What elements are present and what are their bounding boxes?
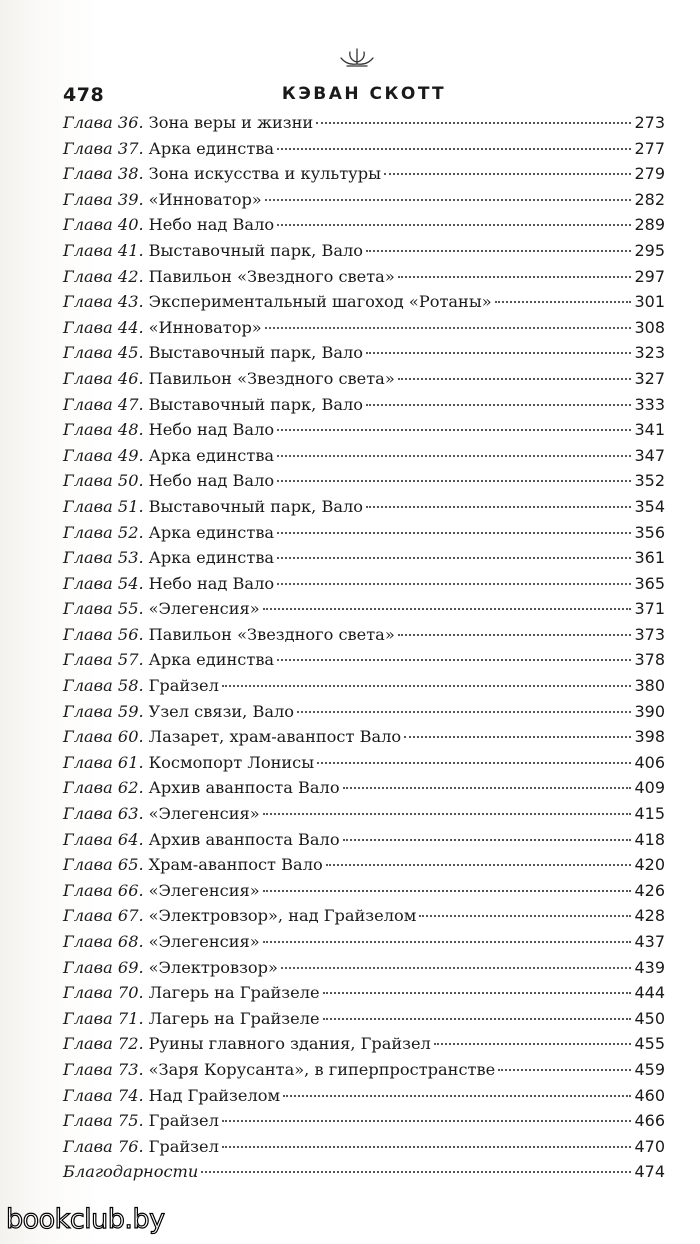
chapter-label: Глава 67.: [63, 906, 144, 926]
toc-entry: [63, 724, 665, 750]
dot-leader: [265, 199, 632, 201]
chapter-label: Глава 54.: [63, 573, 144, 593]
chapter-title: «Элегенсия»: [148, 599, 260, 619]
chapter-label: Глава 50.: [63, 471, 144, 491]
chapter-page-number: 352: [634, 471, 665, 491]
chapter-title: Грайзел: [148, 1111, 219, 1131]
toc-entry: [63, 1108, 665, 1134]
chapter-page-number: 327: [634, 368, 665, 388]
chapter-page-number: 470: [634, 1136, 665, 1156]
chapter-label: Глава 55.: [63, 599, 144, 619]
toc-entry: [63, 903, 665, 929]
chapter-page-number: 437: [634, 932, 665, 951]
chapter-page-number: 308: [634, 317, 665, 337]
chapter-label: Глава 41.: [63, 240, 144, 260]
chapter-title: Небо над Вало: [148, 471, 275, 491]
chapter-page-number: 354: [634, 496, 665, 516]
dot-leader: [263, 941, 632, 943]
chapter-title: Грайзел: [148, 676, 219, 696]
chapter-page-number: 295: [634, 240, 665, 260]
chapter-title: Арка единства: [148, 138, 275, 158]
dot-leader: [343, 839, 632, 841]
dot-leader: [495, 301, 632, 303]
toc-entry: [63, 315, 665, 341]
chapter-title: Над Грайзелом: [148, 1085, 281, 1105]
toc-entry: [63, 136, 665, 162]
dot-leader: [398, 378, 632, 380]
toc-entry: [63, 161, 665, 187]
dot-leader: [277, 148, 631, 150]
chapter-title: Павильон «Звездного света»: [148, 266, 395, 286]
toc-entry: [63, 340, 665, 366]
chapter-label: Глава 70.: [63, 983, 144, 1003]
toc-entry: [63, 827, 665, 853]
chapter-title: Выставочный парк, Вало: [148, 343, 364, 363]
chapter-page-number: 282: [634, 189, 665, 209]
dot-leader: [277, 429, 631, 431]
chapter-title: Арка единства: [148, 548, 275, 568]
chapter-title: «Элегенсия»: [148, 804, 260, 824]
chapter-page-number: 333: [634, 394, 665, 414]
chapter-title: «Инноватор»: [148, 189, 262, 209]
dot-leader: [404, 736, 631, 738]
chapter-label: Глава 60.: [63, 727, 144, 747]
chapter-label: Глава 36.: [63, 113, 144, 132]
table-of-contents: [63, 110, 665, 1185]
dot-leader: [434, 1043, 632, 1045]
chapter-page-number: 428: [634, 906, 665, 926]
chapter-label: Глава 75.: [63, 1111, 144, 1131]
dot-leader: [323, 992, 632, 994]
toc-entry: [63, 264, 665, 290]
chapter-title: «Электровзор», над Грайзелом: [148, 906, 417, 926]
chapter-title: Космопорт Лонисы: [148, 752, 315, 772]
chapter-page-number: 459: [634, 1059, 665, 1079]
chapter-title: «Заря Корусанта», в гиперпространстве: [148, 1059, 496, 1079]
toc-entry: [63, 852, 665, 878]
chapter-label: Глава 42.: [63, 266, 144, 286]
chapter-title: Храм-аванпост Вало: [148, 855, 323, 875]
chapter-label: Глава 65.: [63, 855, 144, 875]
chapter-label: Глава 58.: [63, 676, 144, 696]
toc-entry: [63, 673, 665, 699]
toc-entry: [63, 1006, 665, 1032]
chapter-label: Глава 71.: [63, 1008, 144, 1028]
toc-entry: [63, 468, 665, 494]
chapter-page-number: 444: [634, 983, 665, 1003]
toc-entry: [63, 110, 665, 136]
chapter-label: Глава 74.: [63, 1085, 144, 1105]
chapter-page-number: 380: [634, 676, 665, 696]
toc-entry: [63, 929, 665, 955]
chapter-page-number: 415: [634, 804, 665, 824]
chapter-label: Глава 62.: [63, 778, 144, 798]
dot-leader: [277, 532, 631, 534]
dot-leader: [366, 506, 631, 508]
toc-entry: [63, 596, 665, 622]
chapter-page-number: 406: [634, 752, 665, 772]
chapter-page-number: 371: [634, 599, 665, 619]
chapter-label: Глава 59.: [63, 701, 144, 721]
dot-leader: [277, 583, 631, 585]
chapter-label: Благодарности: [63, 1162, 199, 1182]
toc-entry: [63, 443, 665, 469]
chapter-title: Выставочный парк, Вало: [148, 394, 364, 414]
chapter-title: Выставочный парк, Вало: [148, 496, 364, 516]
dot-leader: [366, 352, 631, 354]
chapter-label: Глава 51.: [63, 496, 144, 516]
chapter-page-number: 297: [634, 266, 665, 286]
chapter-title: Архив аванпоста Вало: [148, 778, 340, 798]
dot-leader: [384, 173, 632, 175]
dot-leader: [419, 915, 631, 917]
chapter-page-number: 455: [634, 1034, 665, 1054]
chapter-title: Арка единства: [148, 650, 275, 670]
chapter-title: Выставочный парк, Вало: [148, 240, 364, 260]
dot-leader: [317, 762, 631, 764]
chapter-title: Небо над Вало: [148, 215, 275, 235]
chapter-page-number: 356: [634, 522, 665, 542]
chapter-title: Руины главного здания, Грайзел: [148, 1034, 431, 1054]
chapter-title: Архив аванпоста Вало: [148, 829, 340, 849]
toc-entry: [63, 878, 665, 904]
toc-entry: [63, 417, 665, 443]
chapter-title: Экспериментальный шагоход «Ротаны»: [148, 292, 492, 312]
chapter-page-number: 341: [634, 420, 665, 440]
toc-entry: [63, 801, 665, 827]
dot-leader: [366, 250, 631, 252]
chapter-title: «Электровзор»: [148, 957, 278, 977]
chapter-page-number: 301: [634, 292, 665, 312]
dot-leader: [323, 1018, 632, 1020]
chapter-page-number: 398: [634, 727, 665, 747]
chapter-title: Небо над Вало: [148, 573, 275, 593]
chapter-page-number: 277: [634, 138, 665, 158]
dot-leader: [263, 608, 632, 610]
chapter-label: Глава 45.: [63, 343, 144, 363]
chapter-page-number: 373: [634, 624, 665, 644]
dot-leader: [366, 404, 631, 406]
toc-entry: [63, 545, 665, 571]
dot-leader: [398, 634, 632, 636]
chapter-page-number: 289: [634, 215, 665, 235]
chapter-label: Глава 66.: [63, 880, 144, 900]
dot-leader: [283, 1095, 631, 1097]
site-watermark: bookclub.by: [6, 1204, 165, 1235]
dot-leader: [277, 557, 631, 559]
chapter-page-number: 420: [634, 855, 665, 875]
dot-leader: [326, 864, 632, 866]
chapter-page-number: 273: [634, 113, 665, 132]
toc-entry: [63, 520, 665, 546]
dot-leader: [498, 1069, 631, 1071]
toc-entry: [63, 622, 665, 648]
chapter-page-number: 323: [634, 343, 665, 363]
chapter-label: Глава 46.: [63, 368, 144, 388]
toc-entry: [63, 750, 665, 776]
chapter-label: Глава 63.: [63, 804, 144, 824]
toc-entry: [63, 1083, 665, 1109]
dot-leader: [265, 327, 632, 329]
chapter-label: Глава 64.: [63, 829, 144, 849]
chapter-title: Зона искусства и культуры: [148, 164, 381, 184]
chapter-title: Узел связи, Вало: [148, 701, 295, 721]
chapter-label: Глава 40.: [63, 215, 144, 235]
toc-entry: [63, 289, 665, 315]
dot-leader: [281, 967, 632, 969]
chapter-title: «Элегенсия»: [148, 932, 260, 951]
toc-entry: [63, 1057, 665, 1083]
chapter-page-number: 378: [634, 650, 665, 670]
chapter-title: Грайзел: [148, 1136, 219, 1156]
toc-entry: [63, 1031, 665, 1057]
dot-leader: [277, 480, 631, 482]
chapter-label: Глава 56.: [63, 624, 144, 644]
chapter-label: Глава 52.: [63, 522, 144, 542]
chapter-label: Глава 72.: [63, 1034, 144, 1054]
chapter-title: Арка единства: [148, 445, 275, 465]
toc-entry: [63, 571, 665, 597]
toc-entry: [63, 955, 665, 981]
chapter-label: Глава 49.: [63, 445, 144, 465]
dot-leader: [277, 455, 631, 457]
chapter-label: Глава 69.: [63, 957, 144, 977]
dot-leader: [277, 659, 631, 661]
toc-entry: [63, 980, 665, 1006]
running-head-author: КЭВАН СКОТТ: [281, 84, 447, 104]
chapter-label: Глава 61.: [63, 752, 144, 772]
chapter-title: Павильон «Звездного света»: [148, 624, 395, 644]
toc-entry: [63, 366, 665, 392]
dot-leader: [201, 1171, 631, 1173]
chapter-title: Лагерь на Грайзеле: [148, 1008, 320, 1028]
dot-leader: [316, 122, 631, 124]
chapter-page-number: 347: [634, 445, 665, 465]
chapter-page-number: 426: [634, 880, 665, 900]
chapter-title: «Элегенсия»: [148, 880, 260, 900]
chapter-page-number: 365: [634, 573, 665, 593]
toc-entry: [63, 494, 665, 520]
chapter-label: Глава 57.: [63, 650, 144, 670]
chapter-label: Глава 37.: [63, 138, 144, 158]
chapter-page-number: 474: [634, 1162, 665, 1182]
dot-leader: [297, 711, 631, 713]
chapter-label: Глава 39.: [63, 189, 144, 209]
page-number: 478: [63, 84, 105, 106]
chapter-label: Глава 47.: [63, 394, 144, 414]
dot-leader: [222, 1120, 632, 1122]
chapter-label: Глава 73.: [63, 1059, 144, 1079]
dot-leader: [222, 1146, 632, 1148]
toc-entry: [63, 775, 665, 801]
chapter-title: Лагерь на Грайзеле: [148, 983, 320, 1003]
chapter-page-number: 409: [634, 778, 665, 798]
chapter-page-number: 466: [634, 1111, 665, 1131]
chapter-title: «Инноватор»: [148, 317, 262, 337]
chapter-title: Арка единства: [148, 522, 275, 542]
toc-entry: [63, 212, 665, 238]
chapter-title: Павильон «Звездного света»: [148, 368, 395, 388]
chapter-page-number: 460: [634, 1085, 665, 1105]
chapter-page-number: 390: [634, 701, 665, 721]
dot-leader: [277, 224, 631, 226]
chapter-page-number: 361: [634, 548, 665, 568]
chapter-label: Глава 44.: [63, 317, 144, 337]
chapter-page-number: 439: [634, 957, 665, 977]
toc-entry: [63, 1159, 665, 1185]
chapter-title: Лазарет, храм-аванпост Вало: [148, 727, 402, 747]
floral-ornament-icon: [337, 46, 377, 68]
chapter-title: Небо над Вало: [148, 420, 275, 440]
dot-leader: [343, 787, 632, 789]
chapter-title: Зона веры и жизни: [148, 113, 314, 132]
dot-leader: [222, 685, 632, 687]
toc-entry: [63, 238, 665, 264]
chapter-page-number: 418: [634, 829, 665, 849]
chapter-label: Глава 48.: [63, 420, 144, 440]
dot-leader: [398, 276, 632, 278]
toc-entry: [63, 647, 665, 673]
chapter-page-number: 279: [634, 164, 665, 184]
toc-entry: [63, 392, 665, 418]
chapter-label: Глава 68.: [63, 932, 144, 951]
chapter-label: Глава 38.: [63, 164, 144, 184]
chapter-label: Глава 43.: [63, 292, 144, 312]
dot-leader: [263, 890, 632, 892]
chapter-label: Глава 53.: [63, 548, 144, 568]
dot-leader: [263, 813, 632, 815]
toc-entry: [63, 187, 665, 213]
toc-entry: [63, 1134, 665, 1160]
chapter-label: Глава 76.: [63, 1136, 144, 1156]
chapter-page-number: 450: [634, 1008, 665, 1028]
toc-entry: [63, 699, 665, 725]
